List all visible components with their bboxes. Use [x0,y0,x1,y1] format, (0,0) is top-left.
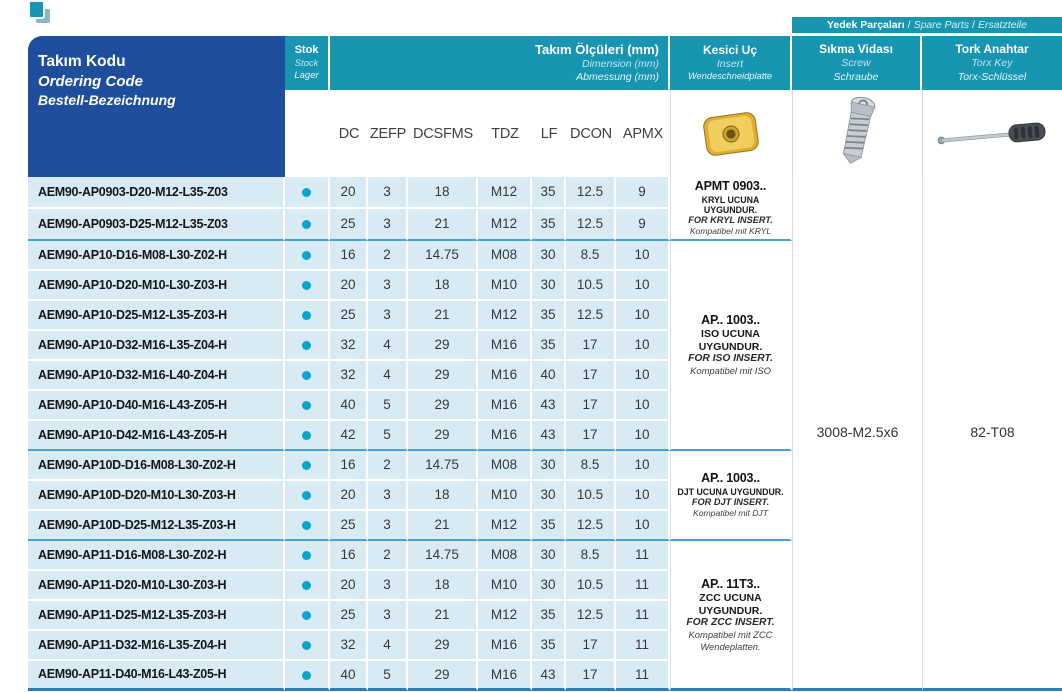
note-de: Kompatibel mit ZCC Wendeplatten. [688,629,773,652]
value-cell-lf: 35 [532,177,566,209]
dimension-sub-headers [330,90,670,177]
value-cell-tdz: M08 [478,451,532,481]
value-cell-tdz: M12 [478,209,532,241]
value-cell-lf: 30 [532,271,566,301]
col-header-dc: DC [338,125,360,142]
value-cell-dc: 20 [330,271,368,301]
note-en: FOR KRYL INSERT. [688,215,773,226]
value-cell-dc: 16 [330,541,368,571]
value-cell-dc: 32 [330,631,368,661]
value-cell-dcon: 17 [566,391,616,421]
value-cell-tdz: M16 [478,631,532,661]
insert-header-en: Insert [716,58,744,71]
note-title: APMT 0903.. [694,179,767,193]
value-cell-zefp: 4 [368,631,408,661]
value-cell-zefp: 3 [368,301,408,331]
tool-code-cell: AEM90-AP10D-D16-M08-L30-Z02-H [28,451,285,481]
value-cell-tdz: M16 [478,361,532,391]
value-cell-dcon: 8.5 [566,241,616,271]
value-cell-zefp: 5 [368,421,408,451]
stock-cell [285,601,330,631]
value-cell-dc: 32 [330,361,368,391]
value-cell-zefp: 2 [368,241,408,271]
value-cell-tdz: M12 [478,301,532,331]
insert-header-de: Wendeschneidplatte [687,71,773,82]
value-cell-dcon: 17 [566,661,616,691]
stock-dot [302,371,311,380]
value-cell-tdz: M10 [478,481,532,511]
value-cell-dcon: 12.5 [566,511,616,541]
torx-key-column-header [922,36,1062,90]
value-cell-dc: 20 [330,571,368,601]
stock-cell [285,481,330,511]
value-cell-apmx: 10 [616,361,670,391]
milling-insert-icon [670,92,792,176]
value-cell-tdz: M10 [478,271,532,301]
value-cell-zefp: 3 [368,209,408,241]
dimensions-header-de: Abmessung (mm) [576,71,659,84]
tool-code-cell: AEM90-AP10-D20-M10-L30-Z03-H [28,271,285,301]
tool-code-cell: AEM90-AP10D-D25-M12-L35-Z03-H [28,511,285,541]
stock-dot [302,341,311,350]
screw-header-de: Schraube [833,70,879,83]
value-cell-zefp: 2 [368,451,408,481]
value-cell-dcsfms: 21 [408,511,478,541]
value-cell-lf: 35 [532,301,566,331]
value-cell-apmx: 11 [616,541,670,571]
value-cell-lf: 30 [532,241,566,271]
value-cell-zefp: 4 [368,331,408,361]
value-cell-apmx: 9 [616,209,670,241]
stock-dot [302,521,311,530]
value-cell-apmx: 10 [616,301,670,331]
note-de: Kompatibel mit KRYL [689,226,772,237]
value-cell-lf: 40 [532,361,566,391]
value-cell-dc: 42 [330,421,368,451]
ordering-code-header-de: Bestell-Bezeichnung [38,92,176,108]
value-cell-dcsfms: 29 [408,661,478,691]
value-cell-zefp: 2 [368,541,408,571]
stock-cell [285,571,330,601]
note-tr: KRYL UCUNA UYGUNDUR. [701,194,760,215]
value-cell-tdz: M10 [478,571,532,601]
value-cell-dcon: 17 [566,631,616,661]
page-corner-icon [28,0,52,30]
torx-key-size-cell: 82-T08 [922,177,1062,691]
value-cell-dcsfms: 29 [408,631,478,661]
tool-code-cell: AEM90-AP0903-D20-M12-L35-Z03 [28,177,285,209]
value-cell-lf: 43 [532,391,566,421]
stock-header-tr: Stok [294,44,319,57]
spare-parts-separator: / [907,19,911,31]
value-cell-tdz: M16 [478,661,532,691]
spare-parts-label-tr: Yedek Parçaları [827,19,905,31]
value-cell-apmx: 11 [616,601,670,631]
value-cell-apmx: 10 [616,241,670,271]
spare-parts-label-de: Ersatzteile [977,19,1027,31]
value-cell-dcon: 17 [566,421,616,451]
value-cell-zefp: 5 [368,661,408,691]
note-en: FOR DJT INSERT. [691,497,770,508]
value-cell-dcsfms: 29 [408,361,478,391]
stock-cell [285,177,330,209]
value-cell-dcsfms: 29 [408,331,478,361]
tool-code-cell: AEM90-AP0903-D25-M12-L35-Z03 [28,209,285,241]
stock-dot [302,220,311,229]
value-cell-apmx: 9 [616,177,670,209]
value-cell-lf: 30 [532,571,566,601]
insert-header-tr: Kesici Uç [702,43,758,58]
col-header-lf: LF [540,125,558,142]
stock-cell [285,511,330,541]
value-cell-lf: 43 [532,421,566,451]
stock-cell [285,241,330,271]
torx-header-en: Torx Key [971,57,1013,70]
stock-dot [302,431,311,440]
value-cell-dc: 16 [330,451,368,481]
value-cell-dcsfms: 18 [408,481,478,511]
value-cell-lf: 35 [532,631,566,661]
screw-header-tr: Sıkma Vidası [819,42,893,57]
value-cell-dc: 25 [330,301,368,331]
stock-cell [285,209,330,241]
torx-screw-icon [792,90,922,176]
value-cell-tdz: M16 [478,391,532,421]
note-tr: ISO UCUNA UYGUNDUR. [698,328,763,353]
screw-column-header [792,36,922,90]
stock-dot [302,581,311,590]
stock-cell [285,391,330,421]
tool-code-cell: AEM90-AP10-D40-M16-L43-Z05-H [28,391,285,421]
value-cell-zefp: 3 [368,511,408,541]
value-cell-dcon: 10.5 [566,481,616,511]
value-cell-apmx: 11 [616,571,670,601]
stock-column-header [285,36,330,90]
col-header-apmx: APMX [622,125,664,142]
stock-dot [302,311,311,320]
value-cell-dcon: 12.5 [566,601,616,631]
stock-cell [285,541,330,571]
value-cell-dcsfms: 21 [408,601,478,631]
note-title: AP.. 1003.. [701,312,760,327]
value-cell-zefp: 5 [368,391,408,421]
value-cell-dcsfms: 14.75 [408,451,478,481]
value-cell-zefp: 3 [368,177,408,209]
catalog-page [28,0,1062,692]
stock-dot [302,401,311,410]
catalog-table [28,177,1062,691]
value-cell-dcsfms: 14.75 [408,241,478,271]
tool-code-cell: AEM90-AP10-D32-M16-L40-Z04-H [28,361,285,391]
tool-code-cell: AEM90-AP11-D25-M12-L35-Z03-H [28,601,285,631]
value-cell-dc: 16 [330,241,368,271]
value-cell-dcon: 10.5 [566,571,616,601]
tool-code-cell: AEM90-AP10-D42-M16-L43-Z05-H [28,421,285,451]
value-cell-apmx: 10 [616,481,670,511]
dimensions-header-en: Dimension (mm) [581,58,659,70]
stock-header-en: Stock [294,58,319,69]
stock-cell [285,421,330,451]
value-cell-dc: 25 [330,601,368,631]
note-de: Kompatibel mit DJT [693,508,768,519]
table-row [28,177,1062,209]
col-header-dcsfms: DCSFMS [412,125,474,142]
value-cell-zefp: 3 [368,571,408,601]
col-header-tdz: TDZ [491,125,519,142]
value-cell-tdz: M08 [478,241,532,271]
stock-cell [285,271,330,301]
value-cell-apmx: 10 [616,331,670,361]
note-tr: ZCC UCUNA UYGUNDUR. [698,592,763,617]
value-cell-dcon: 12.5 [566,177,616,209]
note-title: AP.. 11T3.. [701,576,760,591]
insert-column-header [670,36,792,90]
value-cell-dcsfms: 21 [408,209,478,241]
value-cell-dcon: 10.5 [566,271,616,301]
stock-cell [285,331,330,361]
stock-dot [302,251,311,260]
screw-size-cell: 3008-M2.5x6 [792,177,922,691]
note-tr: DJT UCUNA UYGUNDUR. [677,486,784,497]
value-cell-dc: 40 [330,391,368,421]
torx-key-icon [922,92,1062,176]
value-cell-dcon: 17 [566,361,616,391]
stock-dot [302,461,311,470]
ordering-code-header-tr: Takım Kodu [38,53,126,70]
insert-note-cell [670,451,792,541]
catalog-table-body [28,177,1062,691]
corner-icon-front-square [28,0,45,19]
value-cell-zefp: 4 [368,361,408,391]
note-de: Kompatibel mit ISO [690,365,771,377]
value-cell-lf: 35 [532,331,566,361]
value-cell-tdz: M16 [478,421,532,451]
value-cell-lf: 30 [532,481,566,511]
value-cell-apmx: 10 [616,271,670,301]
stock-cell [285,301,330,331]
note-en: FOR ISO INSERT. [688,353,773,365]
value-cell-apmx: 10 [616,421,670,451]
value-cell-tdz: M12 [478,601,532,631]
stock-dot [302,671,311,680]
value-cell-dc: 25 [330,209,368,241]
value-cell-tdz: M12 [478,177,532,209]
value-cell-zefp: 3 [368,601,408,631]
ordering-code-header-en: Ordering Code [38,73,144,90]
tool-code-cell: AEM90-AP11-D16-M08-L30-Z02-H [28,541,285,571]
value-cell-dcsfms: 18 [408,571,478,601]
torx-header-de: Torx-Schlüssel [957,70,1027,83]
col-header-dcon: DCON [570,125,612,142]
value-cell-apmx: 10 [616,391,670,421]
tool-code-cell: AEM90-AP10-D16-M08-L30-Z02-H [28,241,285,271]
value-cell-tdz: M16 [478,331,532,361]
value-cell-dc: 25 [330,511,368,541]
insert-note-cell [670,541,792,691]
value-cell-dcsfms: 14.75 [408,541,478,571]
col-header-zefp: ZEFP [369,125,407,142]
tool-code-cell: AEM90-AP11-D20-M10-L30-Z03-H [28,571,285,601]
value-cell-dcon: 8.5 [566,451,616,481]
value-cell-lf: 30 [532,451,566,481]
stock-dot [302,188,311,197]
dimensions-header-tr: Takım Ölçüleri (mm) [534,41,659,57]
value-cell-dcsfms: 18 [408,177,478,209]
note-en: FOR ZCC INSERT. [686,616,775,628]
stock-cell [285,451,330,481]
stock-dot [302,611,311,620]
tool-code-cell: AEM90-AP11-D32-M16-L35-Z04-H [28,631,285,661]
value-cell-apmx: 10 [616,451,670,481]
value-cell-dcon: 12.5 [566,209,616,241]
spare-parts-label-en: Spare Parts [913,19,970,31]
value-cell-dcsfms: 21 [408,301,478,331]
value-cell-tdz: M08 [478,541,532,571]
value-cell-tdz: M12 [478,511,532,541]
value-cell-lf: 30 [532,541,566,571]
value-cell-lf: 35 [532,209,566,241]
stock-dot [302,491,311,500]
value-cell-dcsfms: 29 [408,421,478,451]
value-cell-apmx: 11 [616,661,670,691]
value-cell-dc: 20 [330,177,368,209]
torx-header-tr: Tork Anahtar [955,42,1029,57]
insert-note-cell [670,177,792,241]
value-cell-lf: 35 [532,601,566,631]
tool-code-cell: AEM90-AP11-D40-M16-L43-Z05-H [28,661,285,691]
value-cell-dcsfms: 18 [408,271,478,301]
value-cell-dcon: 8.5 [566,541,616,571]
screw-header-en: Screw [841,57,871,70]
value-cell-dcsfms: 29 [408,391,478,421]
value-cell-zefp: 3 [368,271,408,301]
note-title: AP.. 1003.. [701,471,760,486]
value-cell-dc: 40 [330,661,368,691]
stock-dot [302,551,311,560]
value-cell-dcon: 12.5 [566,301,616,331]
stock-cell [285,631,330,661]
tool-code-cell: AEM90-AP10-D32-M16-L35-Z04-H [28,331,285,361]
value-cell-zefp: 3 [368,481,408,511]
value-cell-dc: 20 [330,481,368,511]
tool-code-cell: AEM90-AP10D-D20-M10-L30-Z03-H [28,481,285,511]
insert-note-cell [670,241,792,451]
stock-cell [285,661,330,691]
stock-dot [302,641,311,650]
value-cell-lf: 35 [532,511,566,541]
stock-dot [302,281,311,290]
value-cell-dcon: 17 [566,331,616,361]
stock-cell [285,361,330,391]
stock-header-de: Lager [294,69,319,81]
value-cell-apmx: 11 [616,631,670,661]
ordering-code-header [28,36,285,177]
value-cell-dc: 32 [330,331,368,361]
value-cell-lf: 43 [532,661,566,691]
value-cell-apmx: 10 [616,511,670,541]
dimensions-column-header [330,36,670,90]
spare-parts-header-bar [792,17,1062,33]
spare-parts-separator: / [972,19,975,31]
tool-code-cell: AEM90-AP10-D25-M12-L35-Z03-H [28,301,285,331]
